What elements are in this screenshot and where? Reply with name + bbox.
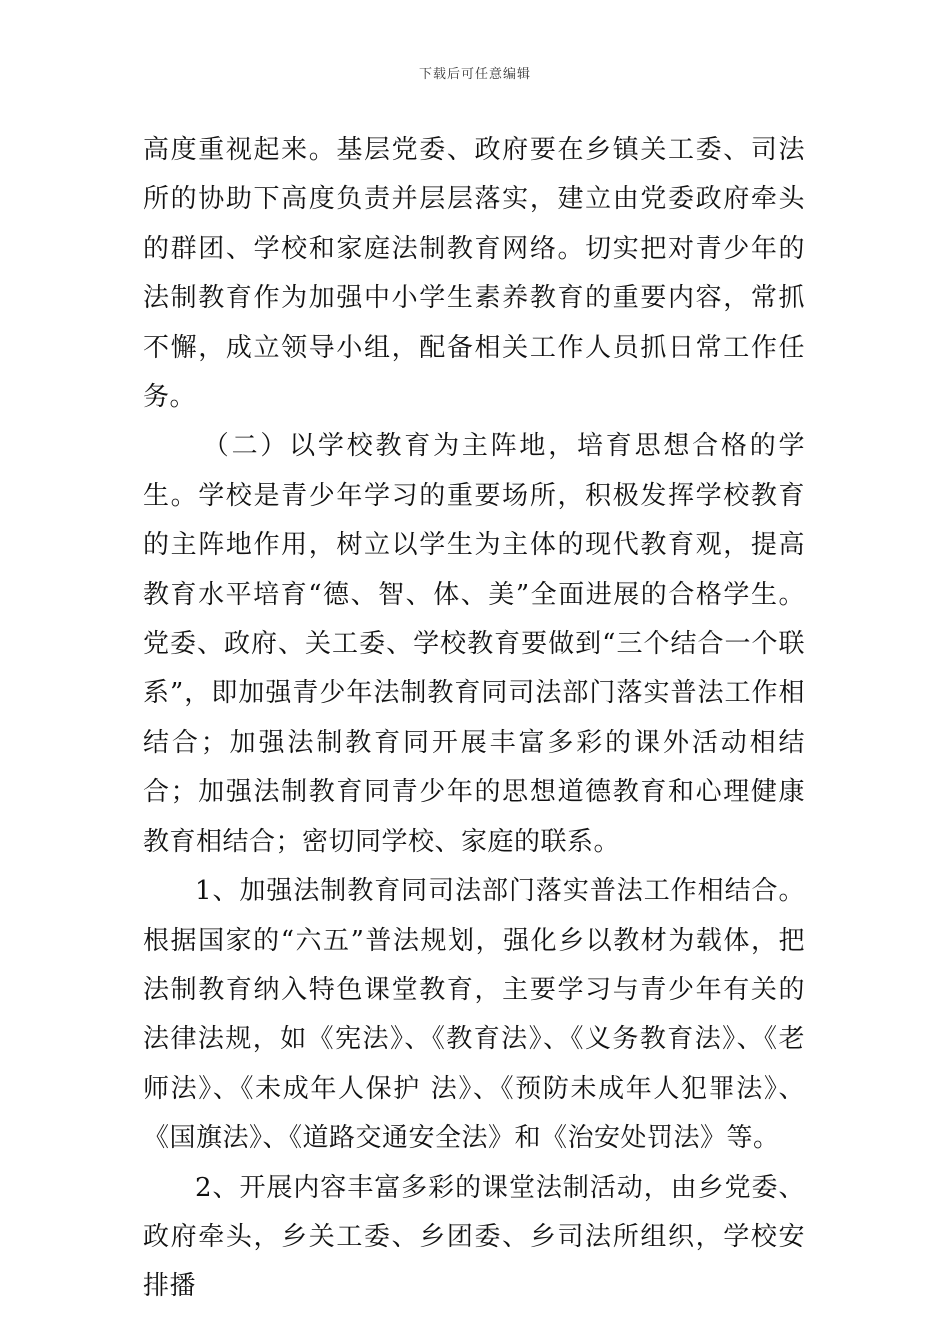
document-body	[143, 126, 805, 1312]
page-header: 下载后可任意编辑	[418, 67, 531, 82]
paragraph-continued: 高度重视起来。基层党委、政府要在乡镇关工委、司法所的协助下高度负责并层层落实，建立由党委政府牵头的群团、学校和家庭法制教育网络。切实把对青少年的法制教育作为加强中小学生素养教育的重要内容，常抓不懈，成立领导小组，配备相关工作人员抓日常工作任务。	[143, 135, 805, 413]
paragraph-section-two: （二）以学校教育为主阵地，培育思想合格的学生。学校是青少年学习的重要场所，积极发挥学校教育的主阵地作用，树立以学生为主体的现代教育观，提高教育水平培育“德、智、体、美”全面进展的合格学生。党委、政府、关工委、学校教育要做到“三个结合一个联系”，即加强青少年法制教育同司法部门落实普法工作相结合；加强法制教育同开展丰富多彩的课外活动相结合；加强法制教育同青少年的思想道德教育和心理健康教育相结合；密切同学校、家庭的联系。	[143, 431, 805, 857]
paragraph-item-one: 1、加强法制教育同司法部门落实普法工作相结合。根据国家的“六五”普法规划，强化乡以教材为载体，把法制教育纳入特色课堂教育，主要学习与青少年有关的法律法规，如《宪法》、《教育法》、《义务教育法》、《老师法》、《未成年人保护 法》、《预防未成年人犯罪法》、《国旗法》、《道路交通安全法》和《治安处罚法》等。	[143, 876, 805, 1154]
paragraph-item-two: 2、开展内容丰富多彩的课堂法制活动，由乡党委、政府牵头，乡关工委、乡团委、乡司法所组织，学校安排播	[143, 1172, 805, 1302]
